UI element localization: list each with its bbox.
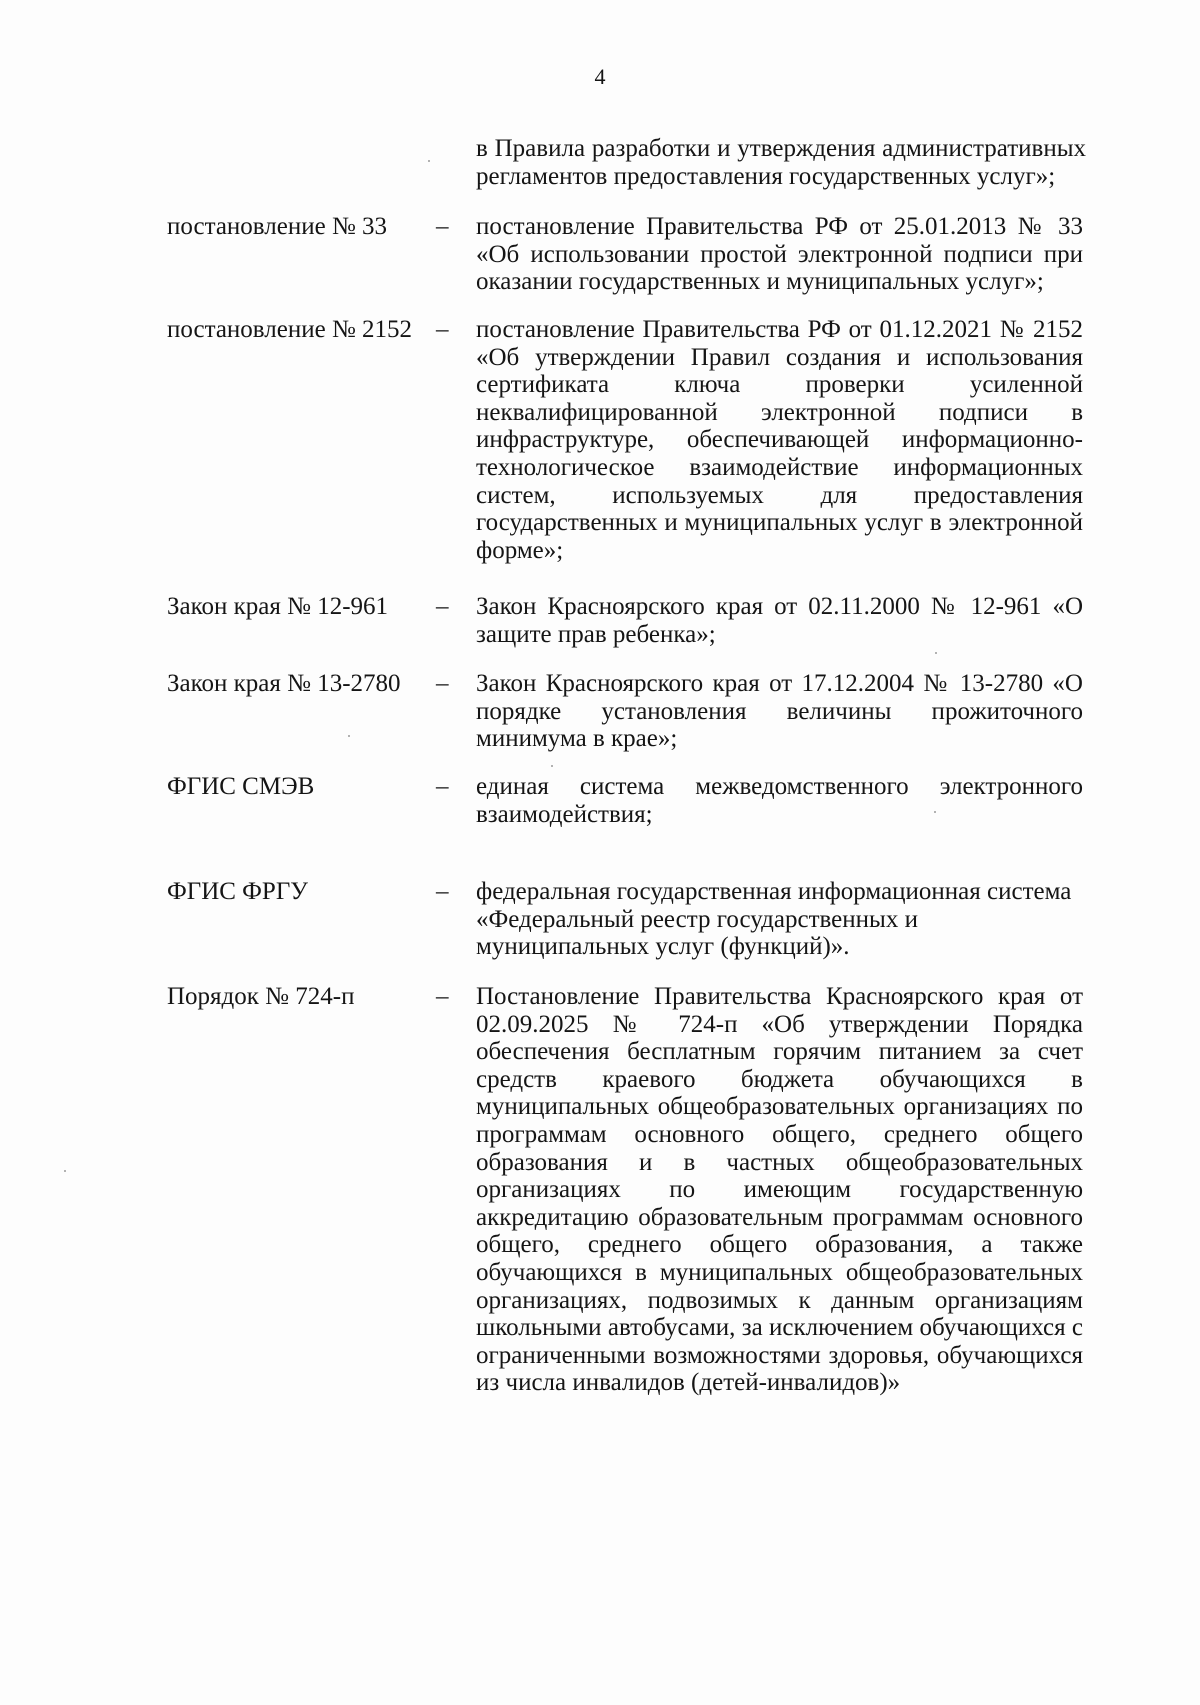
definition-term: постановление № 2152: [167, 316, 413, 343]
definition-text: единая система межведомственного электронного взаимодействия;: [476, 773, 1083, 828]
definition-term: Порядок № 724-п: [167, 983, 355, 1010]
definition-dash: –: [436, 593, 449, 620]
definition-text: постановление Правительства РФ от 01.12.2021 № 2152 «Об утверждении Правил создания и использования сертификата ключа проверки усиленной неквалифицированной электронной подписи в инфраструктуре, обеспечивающей информационно-технологическое взаимодействие информационных систем, используемых для предоставления государственных и муниципальных услуг в электронной форме»;: [476, 316, 1083, 564]
scan-speck: [348, 735, 350, 737]
definition-dash: –: [436, 316, 449, 343]
definition-dash: –: [436, 670, 449, 697]
definition-text: федеральная государственная информационная система «Федеральный реестр государственных и муниципальных услуг (функций)».: [476, 878, 1072, 961]
definition-dash: –: [436, 878, 449, 905]
page-number: 4: [594, 64, 606, 89]
scan-speck: [64, 1170, 66, 1172]
definition-term: ФГИС ФРГУ: [167, 878, 308, 905]
scan-speck: [551, 765, 553, 767]
definition-dash: –: [436, 213, 449, 240]
definition-text: Закон Красноярского края от 17.12.2004 № 13-2780 «О порядке установления величины прожиточного минимума в крае»;: [476, 670, 1083, 753]
definition-text: Закон Красноярского края от 02.11.2000 № 12-961 «О защите прав ребенка»;: [476, 593, 1083, 648]
scan-speck: [935, 652, 937, 654]
definition-text: Постановление Правительства Красноярского края от 02.09.2025 № 724-п «Об утверждении Порядка обеспечения бесплатным горячим питанием за счет средств краевого бюджета обучающихся в муниципальных общеобразовательных организациях по программам основного общего, среднего общего образования и в частных общеобразовательных организациях по имеющим государственную аккредитацию образовательным программам основного общего, среднего общего образования, а также обучающихся в муниципальных общеобразовательных организациях, подвозимых к данным организациям школьными автобусами, за исключением обучающихся с ограниченными возможностями здоровья, обучающихся из числа инвалидов (детей-инвалидов)»: [476, 983, 1083, 1397]
definition-dash: –: [436, 983, 449, 1010]
definition-dash: –: [436, 773, 449, 800]
definition-term: ФГИС СМЭВ: [167, 773, 315, 800]
continuation-text: в Правила разработки и утверждения административных регламентов предоставления государственных услуг»;: [476, 135, 1086, 190]
definition-term: Закон края № 13-2780: [167, 670, 401, 697]
scan-speck: [934, 811, 936, 813]
scan-speck: [428, 160, 430, 162]
definition-text: постановление Правительства РФ от 25.01.2013 № 33 «Об использовании простой электронной подписи при оказании государственных и муниципальных услуг»;: [476, 213, 1083, 296]
definition-term: постановление № 33: [167, 213, 388, 240]
definition-term: Закон края № 12-961: [167, 593, 389, 620]
